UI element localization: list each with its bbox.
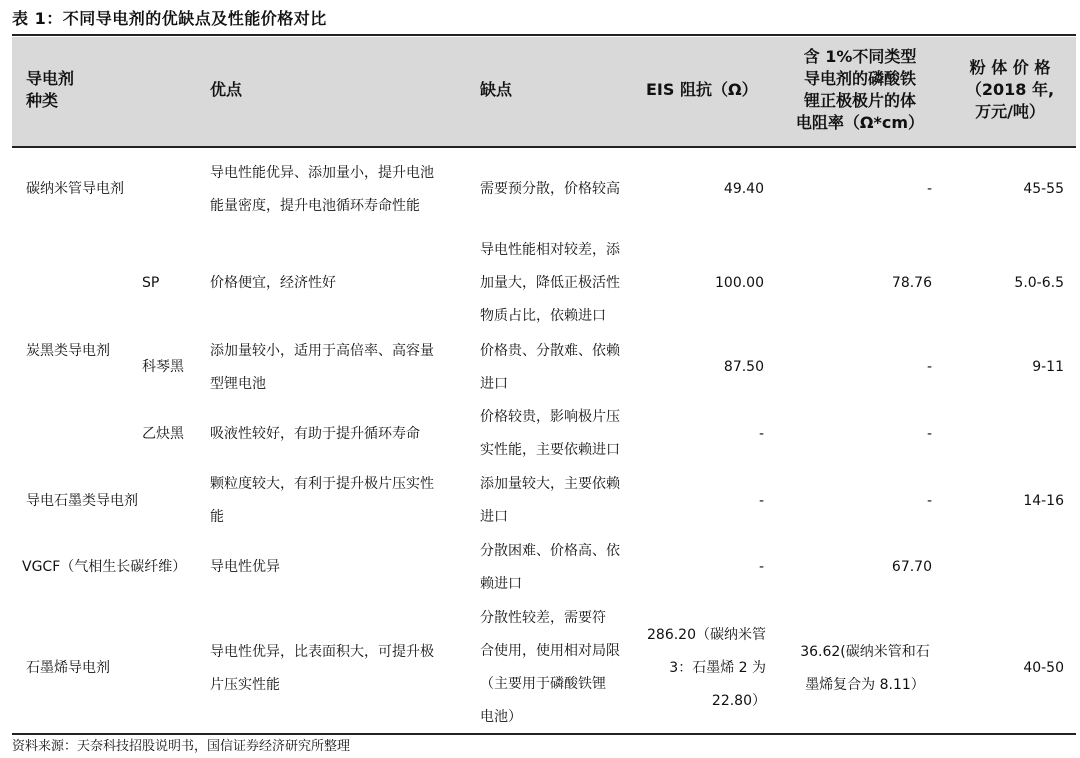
cell-eis-graphene: 286.20（碳纳米管 3：石墨烯 2 为 22.80）	[647, 627, 766, 709]
cell-price-sp: 5.0-6.5	[1014, 275, 1064, 291]
cell-pros-acetylene: 吸液性较好，有助于提升循环寿命	[210, 426, 420, 442]
cell-cons-acetylene: 价格较贵，影响极片压 实性能，主要依赖进口	[480, 409, 620, 458]
header-resistivity: 含 1%不同类型 导电剂的磷酸铁 锂正极极片的体 电阻率（Ω*cm）	[795, 47, 925, 132]
cell-type-vgcf: VGCF（气相生长碳纤维）	[22, 559, 187, 575]
cell-cons-cnt: 需要预分散，价格较高	[480, 181, 620, 197]
header-cons: 缺点	[480, 80, 513, 99]
cell-cons-graphite: 添加量较大，主要依赖 进口	[480, 476, 620, 525]
cell-res-graphite: -	[926, 493, 932, 509]
header-eis: EIS 阻抗（Ω）	[646, 80, 758, 99]
cell-sub-acetylene: 乙炔黑	[142, 426, 184, 442]
cell-eis-vgcf: -	[758, 559, 764, 575]
cell-cons-graphene: 分散性较差，需要符 合使用，使用相对局限 （主要用于磷酸铁锂 电池）	[480, 610, 620, 725]
cell-price-graphite: 14-16	[1023, 493, 1064, 509]
cell-res-sp: 78.76	[891, 275, 932, 291]
cell-cons-sp: 导电性能相对较差，添 加量大，降低正极活性 物质占比，依赖进口	[480, 242, 620, 324]
cell-eis-cnt: 49.40	[723, 181, 764, 197]
cell-pros-graphene: 导电性优异，比表面积大，可提升极 片压实性能	[210, 644, 434, 693]
table-header-rule	[12, 146, 1076, 148]
cell-type-carbon-black: 炭黑类导电剂	[26, 343, 110, 359]
cell-pros-cnt: 导电性能优异、添加量小，提升电池 能量密度，提升电池循环寿命性能	[210, 165, 434, 214]
header-pros: 优点	[210, 80, 243, 99]
cell-price-ketjen: 9-11	[1032, 359, 1064, 375]
cell-eis-ketjen: 87.50	[723, 359, 764, 375]
cell-eis-acetylene: -	[758, 426, 764, 442]
cell-price-cnt: 45-55	[1023, 181, 1064, 197]
cell-res-cnt: -	[926, 181, 932, 197]
cell-res-ketjen: -	[926, 359, 932, 375]
table-top-rule	[12, 34, 1076, 36]
cell-eis-graphite: -	[758, 493, 764, 509]
table-title: 表 1：不同导电剂的优缺点及性能价格对比	[12, 9, 327, 28]
cell-pros-graphite: 颗粒度较大，有利于提升极片压实性 能	[210, 476, 434, 525]
cell-cons-ketjen: 价格贵、分散难、依赖 进口	[480, 343, 620, 392]
cell-type-graphite: 导电石墨类导电剂	[26, 493, 138, 509]
cell-price-graphene: 40-50	[1023, 660, 1064, 676]
table-bottom-rule	[12, 733, 1076, 735]
cell-cons-vgcf: 分散困难、价格高、依 赖进口	[480, 543, 620, 592]
cell-pros-vgcf: 导电性优异	[210, 559, 280, 575]
cell-res-acetylene: -	[926, 426, 932, 442]
cell-sub-ketjen: 科琴黑	[142, 359, 184, 375]
cell-type-graphene: 石墨烯导电剂	[26, 660, 110, 676]
cell-sub-sp: SP	[142, 275, 160, 291]
cell-res-graphene: 36.62(碳纳米管和石 墨烯复合为 8.11）	[800, 644, 930, 693]
cell-pros-sp: 价格便宜，经济性好	[210, 275, 336, 291]
source-note: 资料来源：天奈科技招股说明书，国信证券经济研究所整理	[12, 739, 351, 754]
cell-eis-sp: 100.00	[715, 275, 764, 291]
cell-res-vgcf: 67.70	[891, 559, 932, 575]
cell-pros-ketjen: 添加量较小，适用于高倍率、高容量 型锂电池	[210, 343, 434, 392]
header-type: 导电剂 种类	[26, 69, 75, 110]
cell-type-cnt: 碳纳米管导电剂	[26, 181, 124, 197]
header-price: 粉 体 价 格 （2018 年, 万元/吨）	[965, 58, 1055, 121]
